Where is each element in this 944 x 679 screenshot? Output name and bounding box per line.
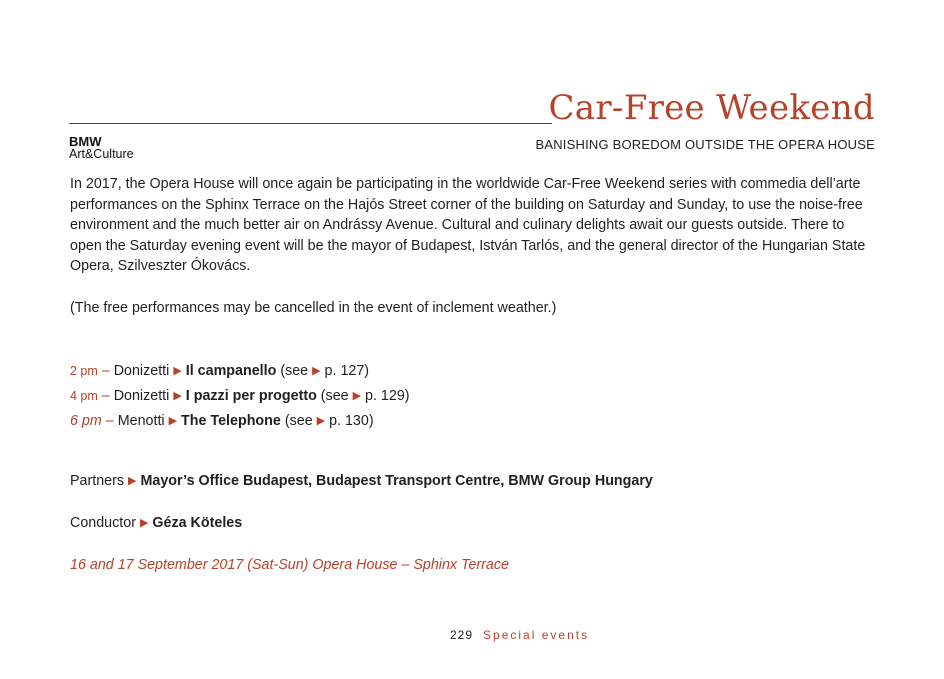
conductor-line [70,515,242,531]
page-subtitle: BANISHING BOREDOM OUTSIDE THE OPERA HOUSE [535,137,875,152]
performance-page-ref[interactable]: p. 127) [320,363,370,379]
partners-value: Mayor’s Office Budapest, Budapest Transport Centre, BMW Group Hungary [140,473,653,489]
page-number: 229 [450,628,474,642]
header-rule [69,123,552,124]
performance-time: 4 pm [70,389,98,403]
triangle-right-icon: ▶ [128,475,137,487]
performance-composer: Donizetti [113,363,170,379]
performance-dash: – [101,413,118,429]
sponsor-logo [69,135,134,161]
triangle-right-icon: ▶ [173,365,182,377]
performance-item [70,413,374,429]
conductor-value: Géza Köteles [152,515,243,531]
page-footer [450,628,589,642]
page-title: Car-Free Weekend [548,88,875,128]
triangle-right-icon: ▶ [173,390,182,402]
description-paragraph: In 2017, the Opera House will once again be participating in the worldwide Car-Free Weekend series with commedia dell’arte performances on the Sphinx Terrace on the Hajós Street corner of the building on Saturday and Sunday, to use the noise-free environment and the much better air on Andrássy Avenue. Cultural and culinary delights await our guests outside. There to open the Saturday evening event will be the mayor of Budapest, István Tarlós, and the general director of the Hungarian State Opera, Szilveszter Ókovács. [70,176,866,274]
performance-see: (see [280,413,317,429]
performance-page-ref[interactable]: p. 129) [361,388,410,404]
performance-item [70,363,369,379]
performance-composer: Menotti [117,413,165,429]
performance-item [70,388,410,404]
partners-label: Partners [70,473,125,489]
performance-work: Il campanello [185,363,277,379]
weather-note: (The free performances may be cancelled in the event of inclement weather.) [70,300,557,316]
performance-work: I pazzi per progetto [185,388,317,404]
performance-page-ref[interactable]: p. 130) [325,413,374,429]
logo-subbrand: Art&Culture [69,147,134,161]
triangle-right-icon: ▶ [312,365,321,377]
logo-brand: BMW [69,134,102,149]
triangle-right-icon: ▶ [139,517,149,529]
performance-dash: – [97,388,114,404]
triangle-right-icon: ▶ [168,415,178,427]
performance-dash: – [97,363,114,379]
performance-time: 2 pm [70,364,98,378]
event-dates: 16 and 17 September 2017 (Sat-Sun) Opera House – Sphinx Terrace [70,557,509,573]
performance-time: 6 pm [70,413,102,429]
conductor-label: Conductor [70,515,136,531]
performance-see: (see [276,363,313,379]
performance-composer: Donizetti [113,388,170,404]
section-name: Special events [483,628,590,642]
partners-line [70,473,653,489]
triangle-right-icon: ▶ [352,390,362,402]
performance-work: The Telephone [181,413,281,429]
triangle-right-icon: ▶ [316,415,326,427]
performance-see: (see [316,388,353,404]
